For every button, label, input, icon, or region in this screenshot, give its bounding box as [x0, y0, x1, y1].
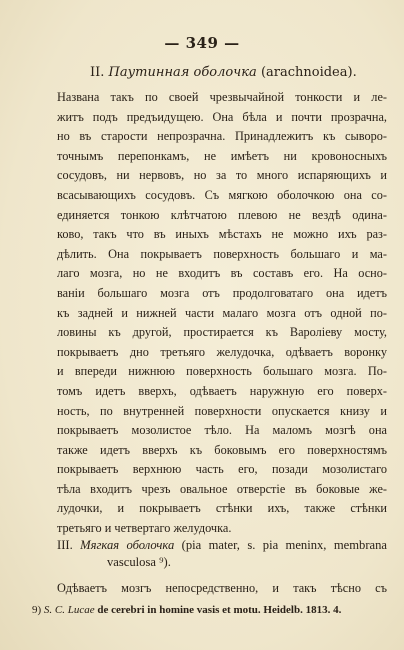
text-line: ловины къ другой, простирается къ Вароліеву мосту,	[57, 325, 387, 340]
section-heading-arachnoid	[90, 65, 380, 80]
next-paragraph-line: Одѣваетъ мозгъ непосредственно, и такъ тѣсно съ	[57, 581, 387, 595]
body-paragraph	[57, 88, 387, 539]
text-line: ваніи большаго мозга отъ продолговатаго она идетъ	[57, 285, 387, 300]
section-heading-pia-mater	[57, 537, 387, 571]
text-line: Названа такъ по своей чрезвычайной тонкости и ле-	[57, 90, 387, 104]
footnote-imprint: Heidelb. 1813. 4.	[263, 604, 342, 616]
text-line: также идетъ вверхъ къ боковымъ его поверхностямъ	[57, 442, 387, 457]
text-line: ково, такъ что въ иныхъ мѣстахъ не можно ихъ раз-	[57, 227, 387, 242]
text-line: томъ идетъ вверхъ, одѣваетъ наружную его поверх-	[57, 383, 387, 398]
text-line: житъ подъ предъидущею. Она бѣла и почти прозрачна,	[57, 109, 387, 124]
text-line: покрываетъ верхнюю часть его, позади мозолистаго	[57, 462, 387, 477]
text-line: и впереди нижнюю поверхность большаго мозга. По-	[57, 364, 387, 379]
text-line: всасывающихъ сосудовъ. Съ мягкою оболочкою она со-	[57, 187, 387, 202]
footnote-title: de cerebri in homine vasis et motu.	[97, 604, 261, 616]
footnote-author: S. C. Lucae	[43, 604, 95, 616]
section-numeral: III.	[57, 538, 73, 552]
text-line: покрываетъ дно третьяго желудочка, одѣваетъ воронку	[57, 344, 387, 359]
section-heading-line: vasculosa ⁹).	[107, 555, 171, 569]
text-line: точнымъ перепонкамъ, не имѣетъ ни кровоносныхъ	[57, 148, 387, 163]
text-line: къ задней и нижней части малаго мозга отъ одной по-	[57, 305, 387, 320]
section-latin-name: (pia mater, s. pia meninx, membrana	[181, 538, 387, 552]
text-line: лудочки, и покрываетъ стѣнки ихъ, также стѣнки	[57, 501, 387, 516]
text-line: единяется тонкою клѣтчатою плевою не вездѣ одина-	[57, 207, 387, 222]
text-line: лаго мозга, но не входитъ въ составъ его. На осно-	[57, 266, 387, 281]
section-numeral: II.	[90, 65, 105, 80]
text-line: ность, по внутренней поверхности опускается книзу и	[57, 403, 387, 418]
text-line: сосудовъ, ни нервовъ, но за то много испаряющихъ и	[57, 168, 387, 183]
section-title: Мягкая оболочка	[80, 538, 175, 552]
footnote-marker: 9)	[32, 604, 42, 616]
text-line: третьяго и четвертаго желудочка.	[57, 521, 232, 536]
text-line: дѣлить. Она покрываетъ поверхность большаго и ма-	[57, 246, 387, 261]
footnote	[32, 604, 387, 616]
section-heading-line	[57, 537, 387, 554]
text-line: но въ старости непрозрачна. Принадлежитъ къ сыворо-	[57, 129, 387, 144]
page-number: — 349 —	[164, 34, 240, 52]
section-title: Паутинная оболочка	[108, 65, 257, 80]
text-line: покрываетъ мозолистое тѣло. На маломъ мозгѣ она	[57, 423, 387, 438]
text-line: тѣла входитъ чрезъ овальное отверстіе въ боковые же-	[57, 481, 387, 496]
section-latin-name: (arachnoidea).	[260, 65, 357, 80]
